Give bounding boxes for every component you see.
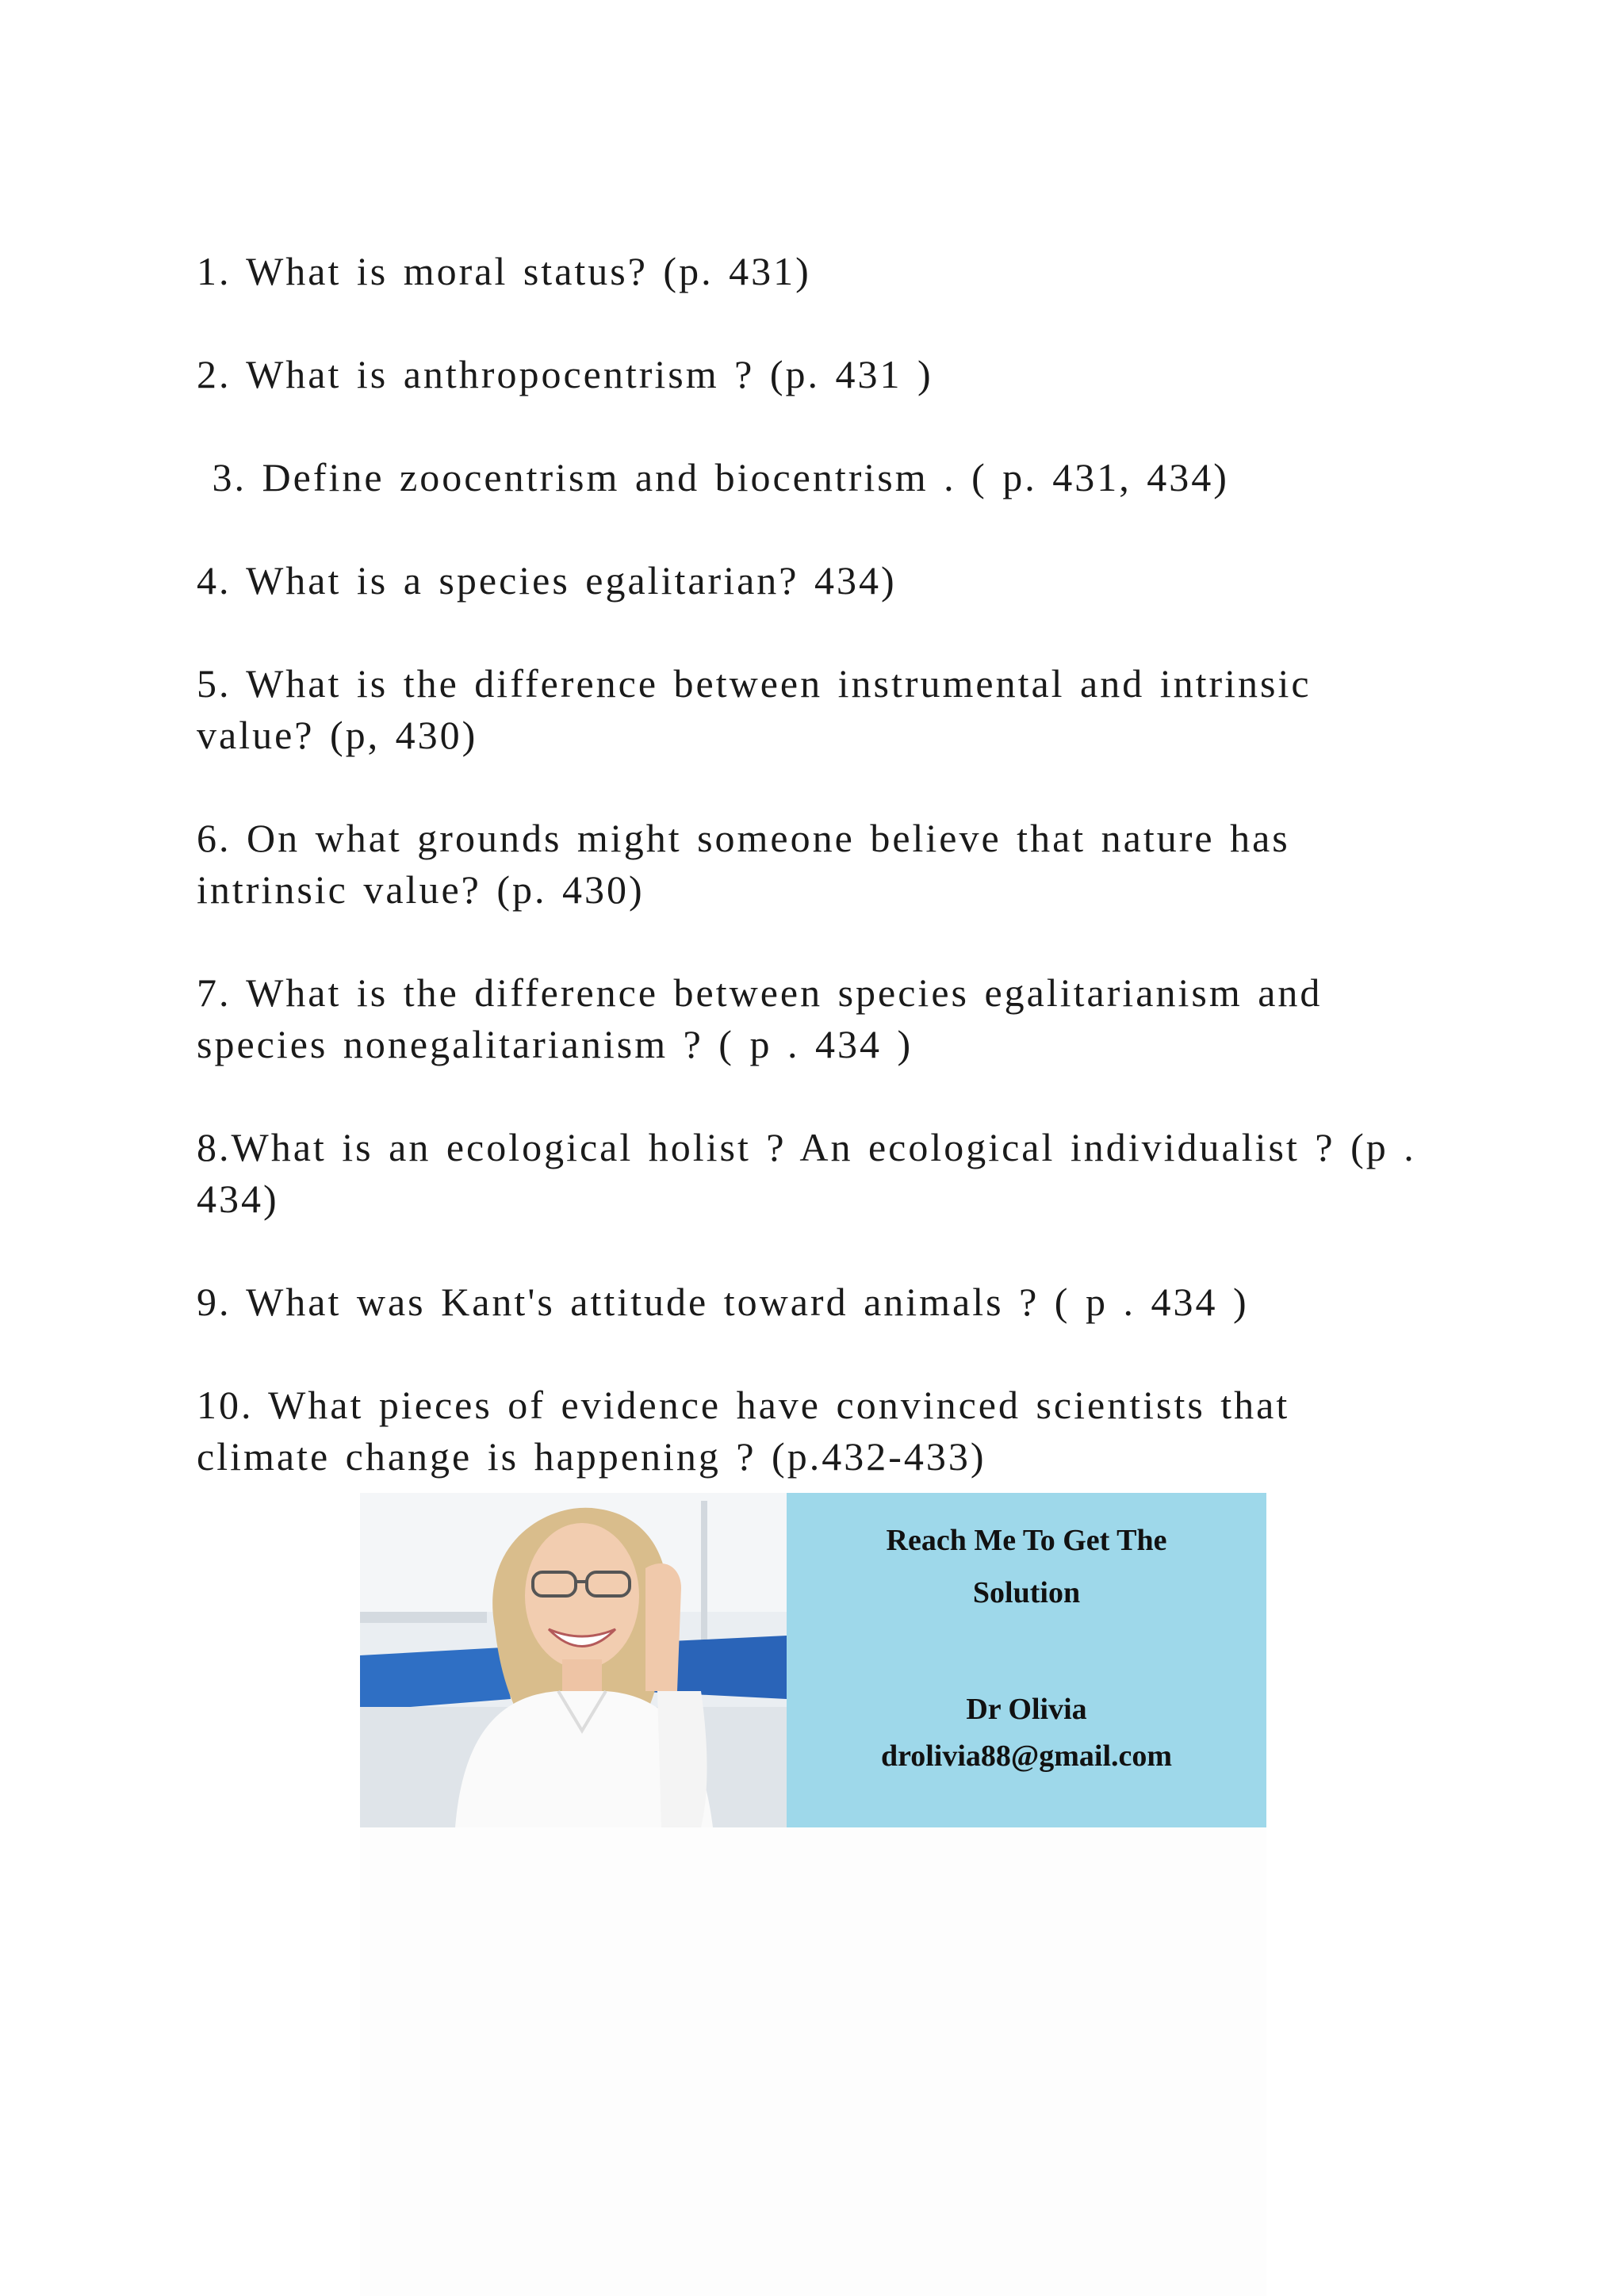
banner-heading-line1: Reach Me To Get The — [886, 1524, 1167, 1557]
question-6: 6. On what grounds might someone believe that nature has intrinsic value? (p. 430) — [197, 816, 1306, 912]
question-7: 7. What is the difference between species egalitarianism and species nonegalitarianism ? ( p . 434 ) — [197, 970, 1338, 1066]
question-10: 10. What pieces of evidence have convinced scientists that climate change is happening ? (p.432-433) — [197, 1383, 1305, 1479]
contact-info-panel — [787, 1493, 1266, 1827]
question-8: 8.What is an ecological holist ? An ecological individualist ? (p . 434) — [197, 1125, 1432, 1221]
contact-banner — [360, 1493, 1266, 1827]
blank-image-area — [360, 1827, 1266, 2296]
question-2: 2. What is anthropocentrism ? (p. 431 ) — [197, 352, 933, 396]
question-9: 9. What was Kant's attitude toward animals ? ( p . 434 ) — [197, 1280, 1249, 1324]
question-list — [197, 246, 1434, 1483]
woman-photo — [360, 1493, 787, 1827]
question-4: 4. What is a species egalitarian? 434) — [197, 558, 897, 603]
banner-heading-line2: Solution — [972, 1576, 1081, 1609]
woman-illustration — [360, 1493, 787, 1827]
banner-contact-email: drolivia88@gmail.com — [880, 1739, 1173, 1773]
banner-contact-name: Dr Olivia — [966, 1693, 1087, 1726]
question-5: 5. What is the difference between instrumental and intrinsic value? (p, 430) — [197, 661, 1327, 757]
question-3: 3. Define zoocentrism and biocentrism . ( p. 431, 434) — [197, 455, 1229, 499]
question-1: 1. What is moral status? (p. 431) — [197, 249, 811, 293]
